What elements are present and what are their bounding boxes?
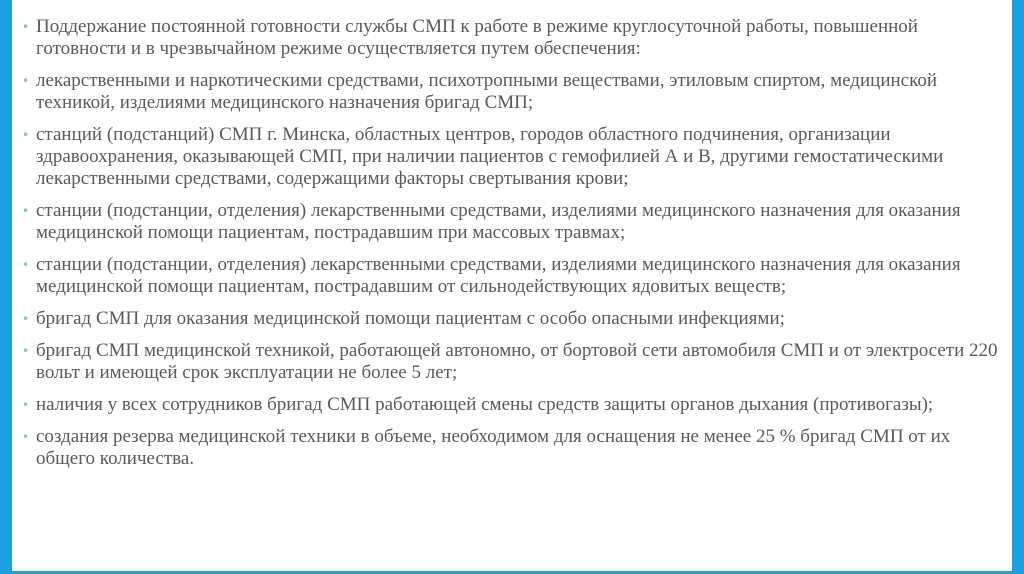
bullet-icon: •: [22, 258, 30, 272]
list-item: [22, 16, 1007, 60]
bullet-icon: •: [22, 20, 30, 34]
right-frame-bar: [1012, 0, 1024, 574]
bullet-icon: •: [22, 430, 30, 444]
list-item-text: наличия у всех сотрудников бригад СМП работающей смены средств защиты органов дыхания (противогазы);: [36, 394, 934, 415]
list-item: [22, 340, 1007, 384]
bullet-icon: •: [22, 344, 30, 358]
list-item-text: Поддержание постоянной готовности службы СМП к работе в режиме круглосуточной работы, повышенной готовности и в чрезвычайном режиме осуществляется путем обеспечения:: [36, 16, 918, 59]
bullet-list: [22, 16, 1007, 480]
bullet-icon: •: [22, 398, 30, 412]
list-item: [22, 124, 1007, 190]
list-item: [22, 70, 1007, 114]
list-item: [22, 426, 1007, 470]
list-item-text: лекарственными и наркотическими средствами, психотропными веществами, этиловым спиртом, медицинской техникой, изделиями медицинского назначения бригад СМП;: [36, 70, 938, 113]
list-item-text: станции (подстанции, отделения) лекарственными средствами, изделиями медицинского назначения для оказания медицинской помощи пациентам, пострадавшим при массовых травмах;: [36, 200, 961, 243]
list-item-text: бригад СМП для оказания медицинской помощи пациентам с особо опасными инфекциями;: [36, 308, 785, 329]
list-item-text: бригад СМП медицинской техникой, работающей автономно, от бортовой сети автомобиля СМП и от электросети 220 вольт и имеющей срок эксплуатации не более 5 лет;: [36, 340, 998, 383]
list-item-text: станций (подстанций) СМП г. Минска, областных центров, городов областного подчинения, организации здравоохранения, оказывающей СМП, при наличии пациентов с гемофилией А и В, другими гемостатическими лекарственными средствами, содержащими факторы свертывания крови;: [36, 124, 944, 189]
bullet-icon: •: [22, 74, 30, 88]
list-item: [22, 200, 1007, 244]
list-item-text: создания резерва медицинской техники в объеме, необходимом для оснащения не менее 25 % бригад СМП от их общего количества.: [36, 426, 951, 469]
list-item-text: станции (подстанции, отделения) лекарственными средствами, изделиями медицинского назначения для оказания медицинской помощи пациентам, пострадавшим от сильнодействующих ядовитых веществ;: [36, 254, 961, 297]
list-item: [22, 394, 1007, 416]
bullet-icon: •: [22, 204, 30, 218]
bullet-icon: •: [22, 128, 30, 142]
left-frame-bar: [0, 0, 12, 574]
bullet-icon: •: [22, 312, 30, 326]
list-item: [22, 308, 1007, 330]
list-item: [22, 254, 1007, 298]
